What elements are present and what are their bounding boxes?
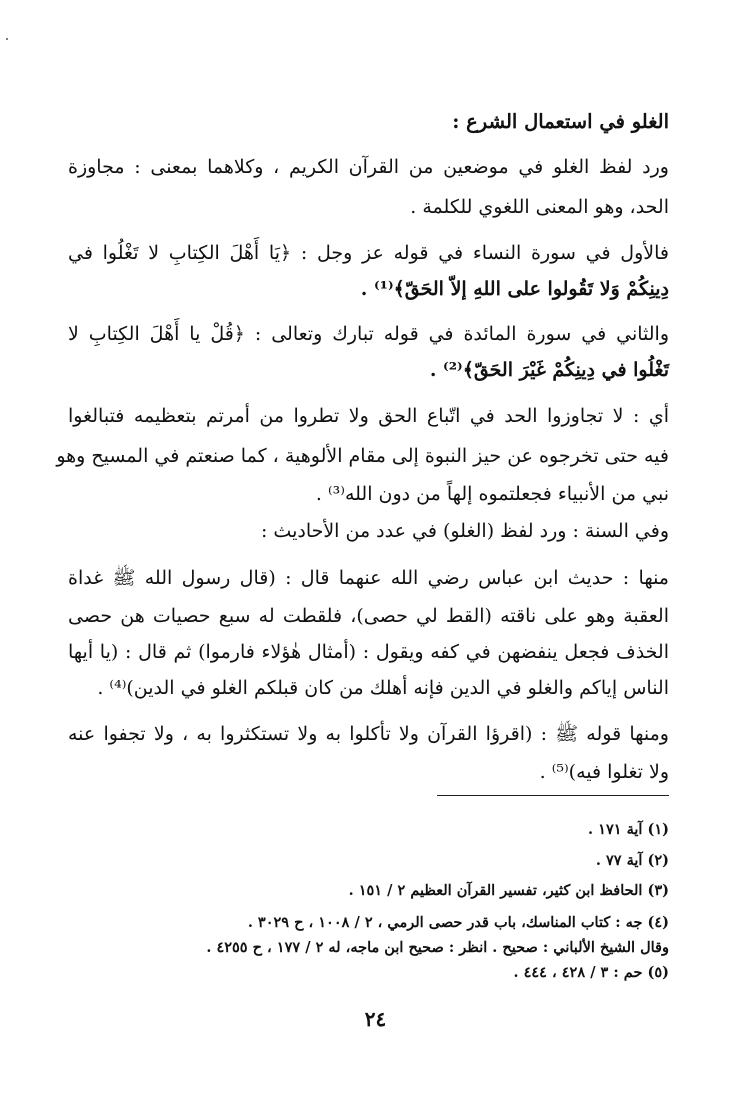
- paragraph-6-line-4: الناس إياكم والغلو في الدين فإنه أهلك من كان قبلكم الغلو في الدين)⁽⁴⁾ .: [97, 677, 669, 699]
- paragraph-4-line-3: نبي من الأنبياء فجعلتموه إلهاً من دون الله⁽³⁾ .: [315, 483, 669, 505]
- scan-speck: [6, 38, 8, 40]
- paragraph-5-line-1: وفي السنة : ورد لفظ (الغلو) في عدد من الأحاديث :: [260, 520, 669, 542]
- paragraph-7-line-2: ولا تغلوا فيه)⁽⁵⁾ .: [539, 761, 669, 783]
- footnote-4: (٤) جه : كتاب المناسك، باب قدر حصى الرمي ، ٢ / ١٠٠٨ ، ح ٣٠٢٩ .: [247, 914, 669, 931]
- paragraph-2-line-2: دِينِكُمْ وَلا تَقُولوا على اللهِ إلاّ الحَقّ﴾⁽¹⁾ .: [360, 278, 669, 300]
- footnote-4-continuation: وقال الشيخ الألباني : صحيح . انظر : صحيح ابن ماجه، له ٢ / ١٧٧ ، ح ٤٢٥٥ .: [206, 939, 669, 956]
- paragraph-2-line-1: فالأول في سورة النساء في قوله عز وجل : ﴿يَا أَهْلَ الكِتابِ لا تَغْلُوا في: [68, 242, 669, 264]
- footnote-5: (٥) حم : ٣ / ٤٢٨ ، ٤٤٤ .: [513, 964, 669, 981]
- paragraph-6-line-2: العقبة وهو على ناقته (القط لي حصى)، فلقطت له سبع حصيات هن حصى: [68, 605, 669, 627]
- footnote-divider: [437, 795, 669, 796]
- paragraph-7-line-1: ومنها قوله ﷺ : (اقرؤا القرآن ولا تأكلوا به ولا تستكثروا به ، ولا تجفوا عنه: [68, 723, 669, 745]
- footnote-1: (١) آية ١٧١ .: [588, 821, 669, 838]
- paragraph-4-line-2: فيه حتى تخرجوه عن حيز النبوة إلى مقام الألوهية ، كما صنعتم في المسيح وهو: [56, 445, 669, 467]
- footnote-2: (٢) آية ٧٧ .: [595, 852, 669, 869]
- page-number: ٢٤: [364, 1007, 387, 1031]
- paragraph-3-line-1: والثاني في سورة المائدة في قوله تبارك وتعالى : ﴿قُلْ يا أَهْلَ الكِتابِ لا: [68, 323, 669, 345]
- paragraph-3-line-2: تَغْلُوا في دِينِكُمْ غَيْرَ الحَقّ﴾⁽²⁾ .: [429, 359, 669, 381]
- footnote-3: (٣) الحافظ ابن كثير، تفسير القرآن العظيم ٢ / ١٥١ .: [348, 882, 669, 899]
- paragraph-4-line-1: أي : لا تجاوزوا الحد في اتّباع الحق ولا تطروا من أمرتم بتعظيمه فتبالغوا: [68, 405, 669, 427]
- paragraph-1-line-2: الحد، وهو المعنى اللغوي للكلمة .: [410, 196, 669, 218]
- paragraph-6-line-3: الخذف فجعل ينفضهن في كفه ويقول : (أمثال هٰؤلاء فارموا) ثم قال : (يا أيها: [68, 641, 669, 663]
- section-heading: الغلو في استعمال الشرع :: [452, 110, 669, 133]
- paragraph-6-line-1: منها : حديث ابن عباس رضي الله عنهما قال : (قال رسول الله ﷺ غداة: [68, 567, 669, 589]
- paragraph-1-line-1: ورد لفظ الغلو في موضعين من القرآن الكريم ، وكلاهما بمعنى : مجاوزة: [68, 156, 669, 178]
